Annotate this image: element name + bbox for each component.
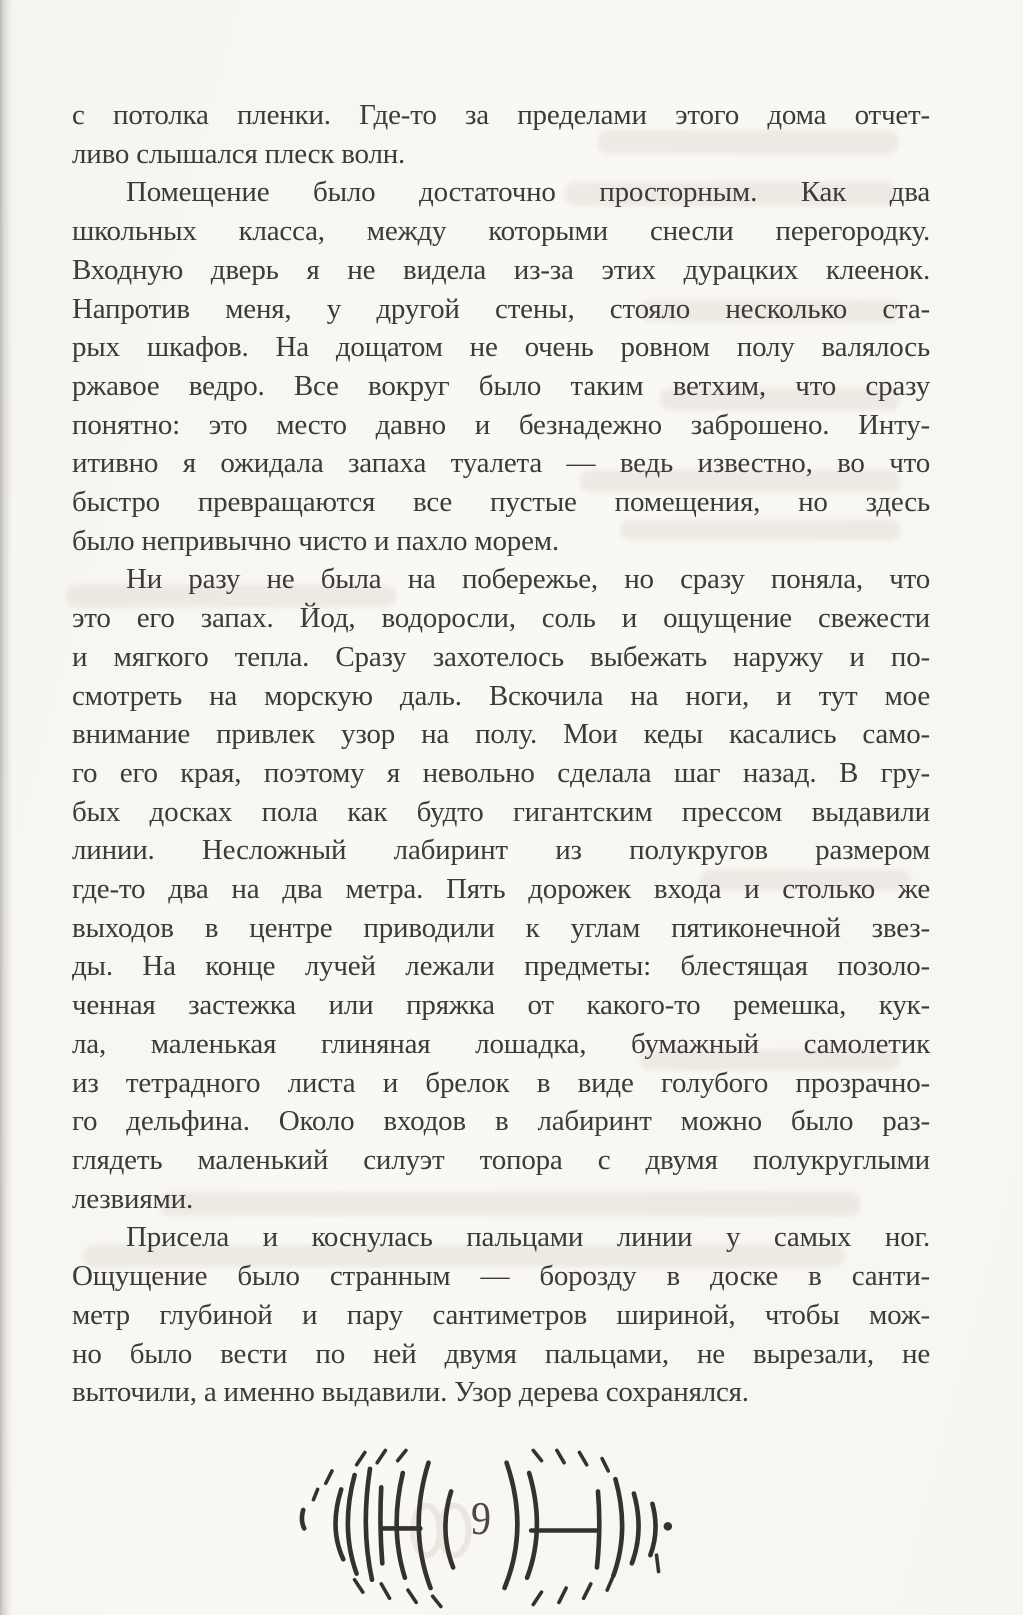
text-line: линии. Несложный лабиринт из полукругов размером bbox=[72, 834, 930, 867]
paragraph bbox=[72, 96, 930, 173]
text-line: метр глубиной и пару сантиметров шириной, чтобы мож- bbox=[72, 1298, 930, 1331]
text-line: выходов в центре приводили к углам пятиконечной звез- bbox=[72, 911, 930, 944]
paragraph bbox=[72, 560, 930, 1218]
text-line: и мягкого тепла. Сразу захотелось выбежать наружу и по- bbox=[72, 640, 930, 673]
text-line: итивно я ожидала запаха туалета — ведь известно, во что bbox=[72, 447, 930, 480]
text-line: где-то два на два метра. Пять дорожек входа и столько же bbox=[72, 873, 930, 906]
text-line: рых шкафов. На дощатом не очень ровном полу валялось bbox=[72, 331, 930, 364]
text-line: с потолка пленки. Где-то за пределами этого дома отчет- bbox=[72, 99, 930, 131]
page-number: 9 bbox=[470, 1492, 492, 1546]
text-line: Присела и коснулась пальцами линии у самых ног. bbox=[126, 1221, 930, 1254]
text-line: Входную дверь я не видела из-за этих дурацких клеенок. bbox=[72, 253, 930, 286]
text-line: было непривычно чисто и пахло морем. bbox=[72, 524, 559, 557]
text-line: Помещение было достаточно просторным. Как два bbox=[126, 176, 930, 209]
text-line: го дельфина. Около входов в лабиринт можно было раз- bbox=[72, 1105, 930, 1138]
scan-edge-shadow bbox=[0, 0, 12, 1615]
text-line: глядеть маленький силуэт топора с двумя полукруглыми bbox=[72, 1143, 930, 1176]
text-line: понятно: это место давно и безнадежно заброшено. Инту- bbox=[72, 408, 930, 441]
text-line: смотреть на морскую даль. Вскочила на ноги, и тут мое bbox=[72, 679, 930, 712]
text-line: быстро превращаются все пустые помещения, но здесь bbox=[72, 486, 930, 519]
text-line: го его края, поэтому я невольно сделала шаг назад. В гру- bbox=[72, 756, 930, 789]
text-line: ливо слышался плеск волн. bbox=[72, 137, 406, 170]
text-line: это его запах. Йод, водоросли, соль и ощущение свежести bbox=[72, 602, 930, 635]
text-line: Ни разу не была на побережье, но сразу поняла, что bbox=[126, 563, 930, 596]
text-line: школьных класса, между которыми снесли перегородку. bbox=[72, 215, 930, 248]
paragraph bbox=[72, 1218, 930, 1412]
text-line: ды. На конце лучей лежали предметы: блестящая позоло- bbox=[72, 950, 930, 983]
paragraph bbox=[72, 173, 930, 560]
text-line: ченная застежка или пряжка от какого-то ремешка, кук- bbox=[72, 989, 930, 1022]
text-line: внимание привлек узор на полу. Мои кеды касались само- bbox=[72, 718, 930, 751]
text-line: Напротив меня, у другой стены, стояло несколько ста- bbox=[72, 292, 930, 325]
text-line: из тетрадного листа и брелок в виде голубого прозрачно- bbox=[72, 1066, 930, 1099]
text-line: бых досках пола как будто гигантским прессом выдавили bbox=[72, 795, 930, 828]
text-line: ла, маленькая глиняная лошадка, бумажный самолетик bbox=[72, 1027, 930, 1060]
text-line: но было вести по ней двумя пальцами, не вырезали, не bbox=[72, 1337, 930, 1370]
text-line: Ощущение было странным — борозду в доске в санти- bbox=[72, 1260, 930, 1293]
text-line: лезвиями. bbox=[72, 1182, 194, 1215]
text-line: выточили, а именно выдавили. Узор дерева сохранялся. bbox=[72, 1376, 749, 1409]
text-line: ржавое ведро. Все вокруг было таким ветхим, что сразу bbox=[72, 369, 930, 402]
page-text-column bbox=[72, 96, 930, 1412]
